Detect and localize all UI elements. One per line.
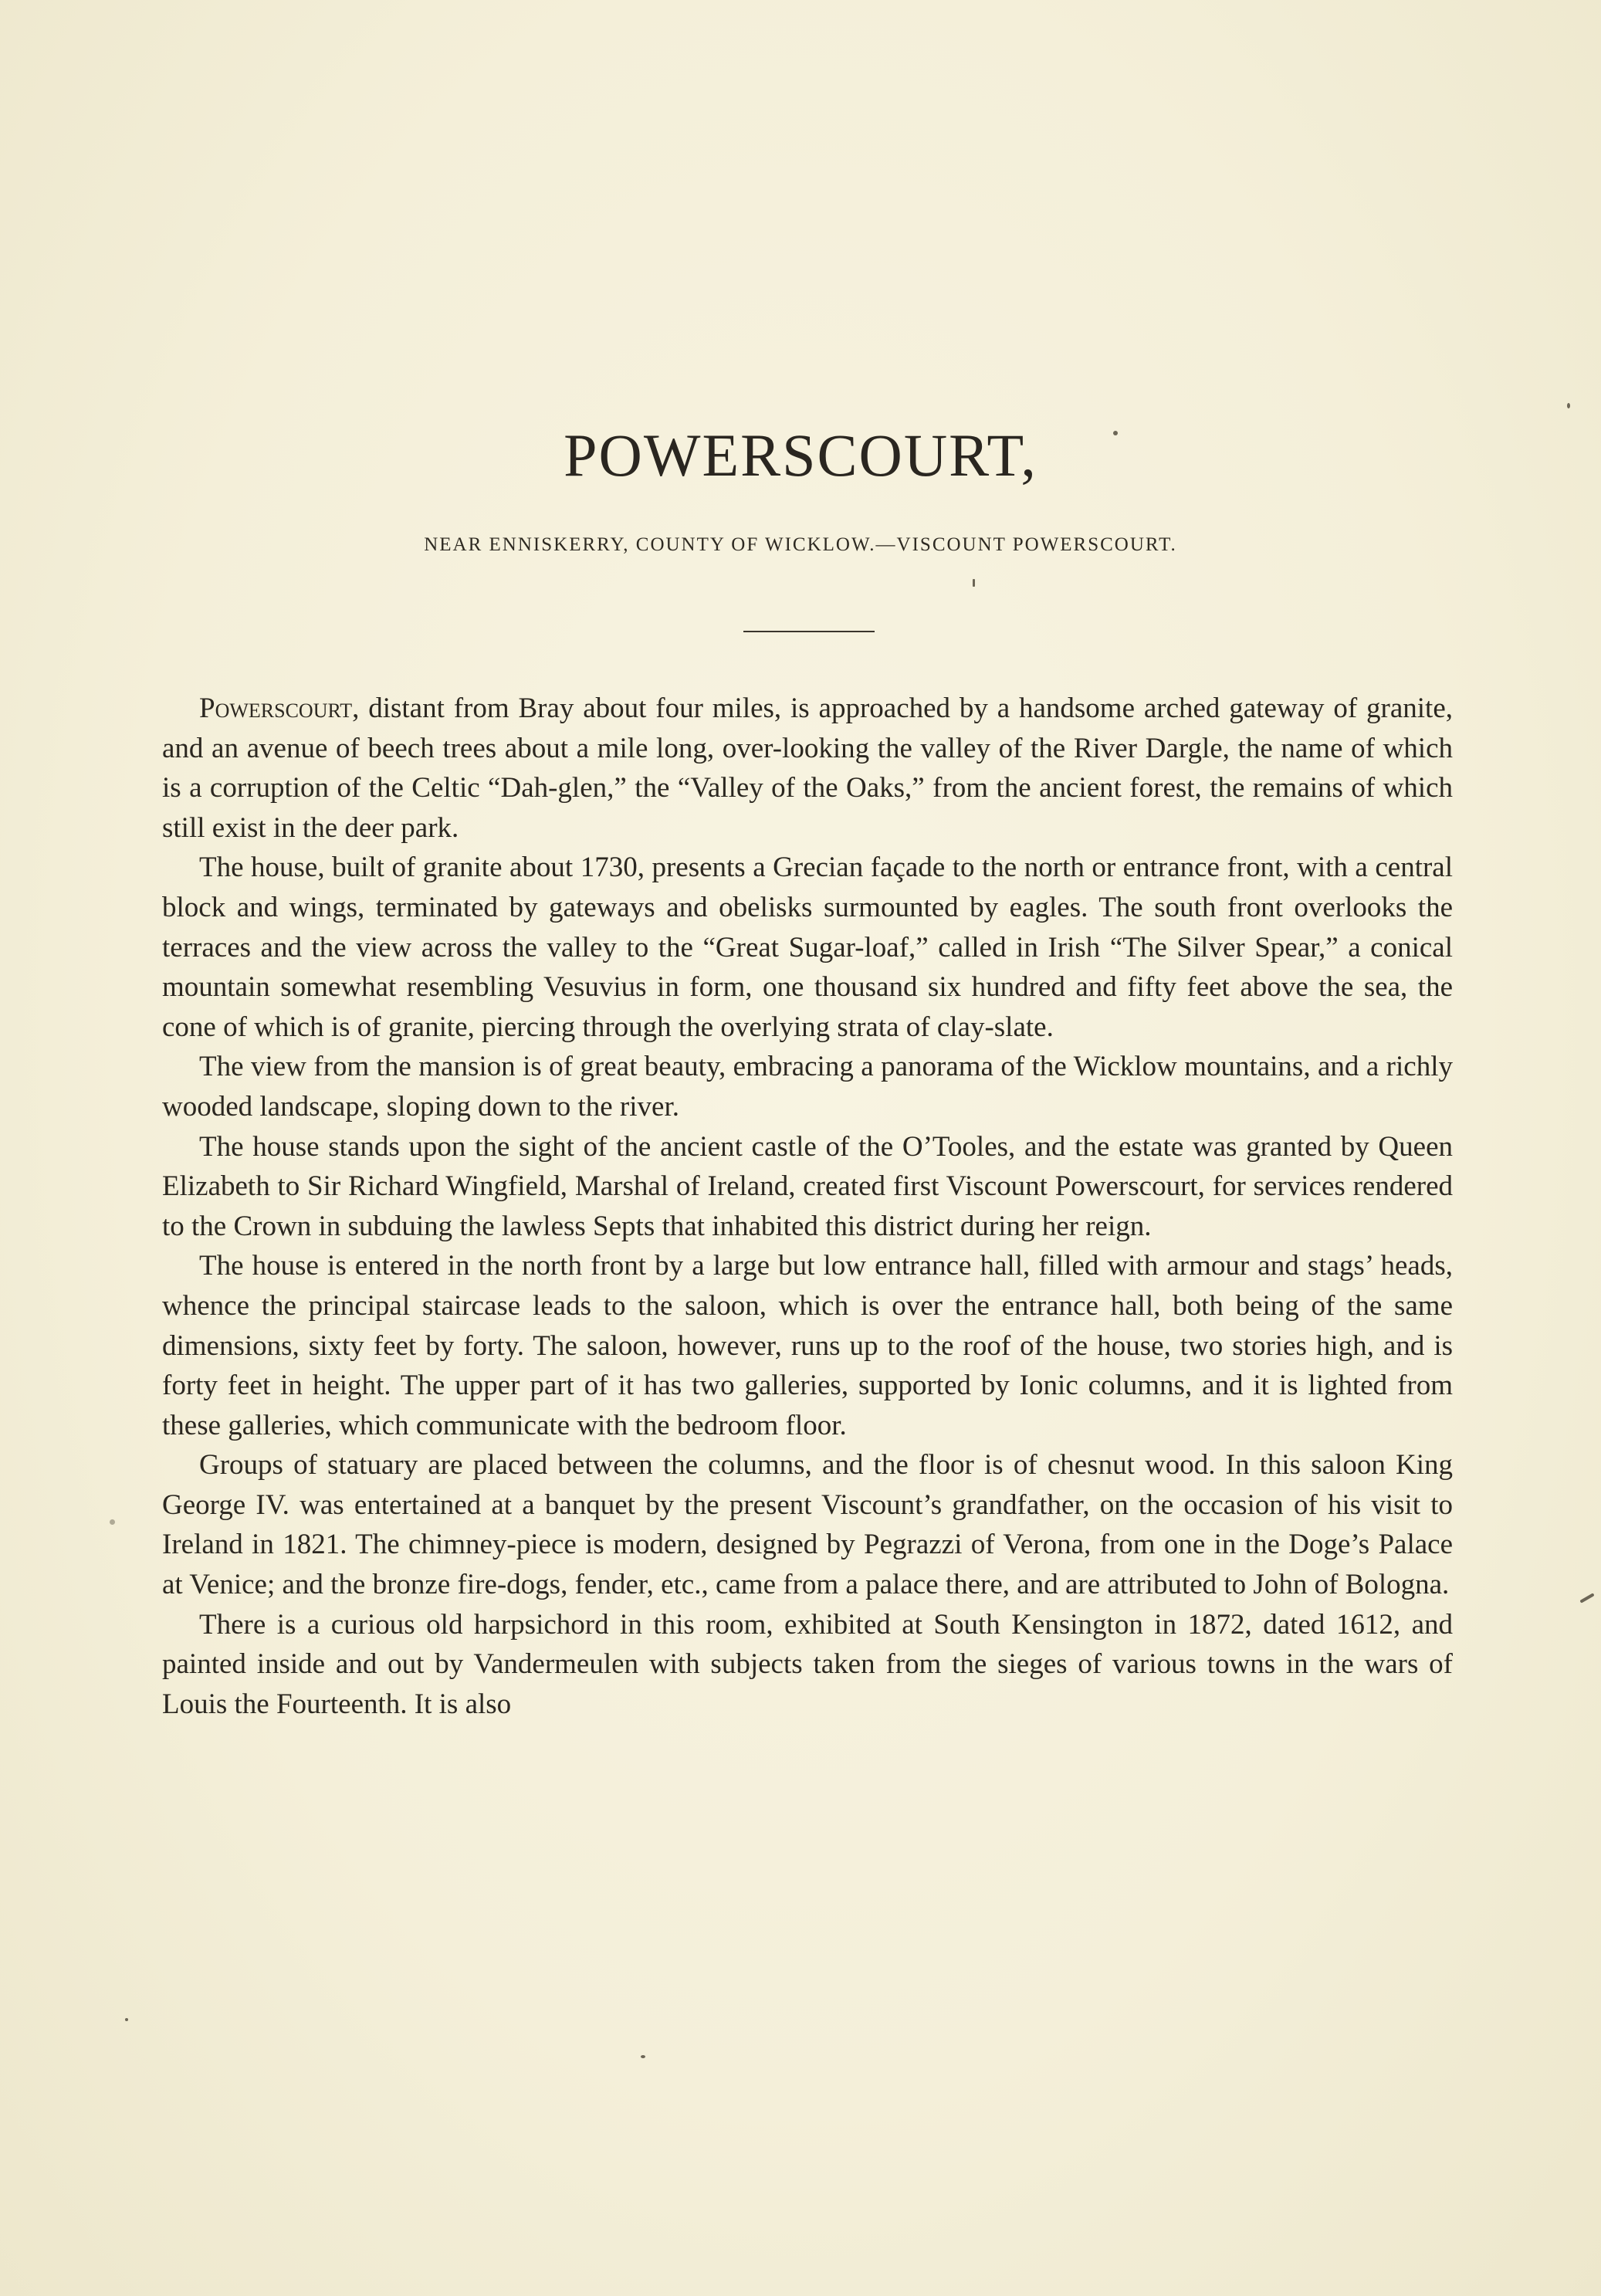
paper-speck: [110, 1519, 115, 1525]
body-text: [162, 689, 1453, 1724]
paragraph-4: The house stands upon the sight of the ancient castle of the O’Tooles, and the estate was granted by Queen Elizabeth to Sir Richard Wingfield, Marshal of Ireland, created first Viscount Powerscourt, for services rendered to the Crown in subduing the lawless Septs that inhabited this district during her reign.: [162, 1130, 1453, 1242]
lead-word: Powerscourt,: [199, 693, 360, 724]
paper-speck: [1113, 431, 1118, 435]
paper-speck: [1579, 1593, 1594, 1603]
title-divider-rule: [743, 631, 875, 632]
paragraph-3: The view from the mansion is of great beauty, embracing a panorama of the Wicklow mountains, and a richly wooded landscape, sloping down to the river.: [162, 1051, 1453, 1123]
paragraph-1-text: distant from Bray about four miles, is approached by a handsome arched gateway of granite, and an avenue of beech trees about a mile long, over-looking the valley of the River Dargle, the name of which is a corruption of the Celtic “Dah-glen,” the “Valley of the Oaks,” from the ancient forest, the remains of which still exist in the deer park.: [162, 693, 1453, 844]
paper-speck: [973, 579, 975, 587]
paper-speck: [1567, 403, 1570, 408]
paper-speck: [125, 2018, 128, 2021]
page-subtitle: NEAR ENNISKERRY, COUNTY OF WICKLOW.—VISCOUNT POWERSCOURT.: [424, 534, 1177, 555]
page-title: POWERSCOURT,: [564, 422, 1037, 489]
paper-speck: [641, 2055, 645, 2058]
paragraph-1: [162, 689, 1453, 848]
paragraph-6: Groups of statuary are placed between the columns, and the floor is of chesnut wood. In this saloon King George IV. was entertained at a banquet by the present Viscount’s grandfather, on the occasion of his visit to Ireland in 1821. The chimney-piece is modern, designed by Pegrazzi of Verona, from one in the Doge’s Palace at Venice; and the bronze fire-dogs, fender, etc., came from a palace there, and are attributed to John of Bologna.: [162, 1449, 1453, 1601]
paragraph-2: The house, built of granite about 1730, presents a Grecian façade to the north or entrance front, with a central block and wings, terminated by gateways and obelisks surmounted by eagles. The south front overlooks the terraces and the view across the valley to the “Great Sugar-loaf,” called in Irish “The Silver Spear,” a conical mountain somewhat resembling Vesuvius in form, one thousand six hundred and fifty feet above the sea, the cone of which is of granite, piercing through the overlying strata of clay-slate.: [162, 852, 1453, 1043]
paragraph-7: There is a curious old harpsichord in this room, exhibited at South Kensington in 1872, dated 1612, and painted inside and out by Vandermeulen with subjects taken from the sieges of various towns in the wars of Louis the Fourteenth. It is also: [162, 1608, 1453, 1720]
paragraph-5: The house is entered in the north front by a large but low entrance hall, filled with armour and stags’ heads, whence the principal staircase leads to the saloon, which is over the entrance hall, both being of the same dimensions, sixty feet by forty. The saloon, however, runs up to the roof of the house, two stories high, and is forty feet in height. The upper part of it has two galleries, supported by Ionic columns, and it is lighted from these galleries, which communicate with the bedroom floor.: [162, 1250, 1453, 1441]
